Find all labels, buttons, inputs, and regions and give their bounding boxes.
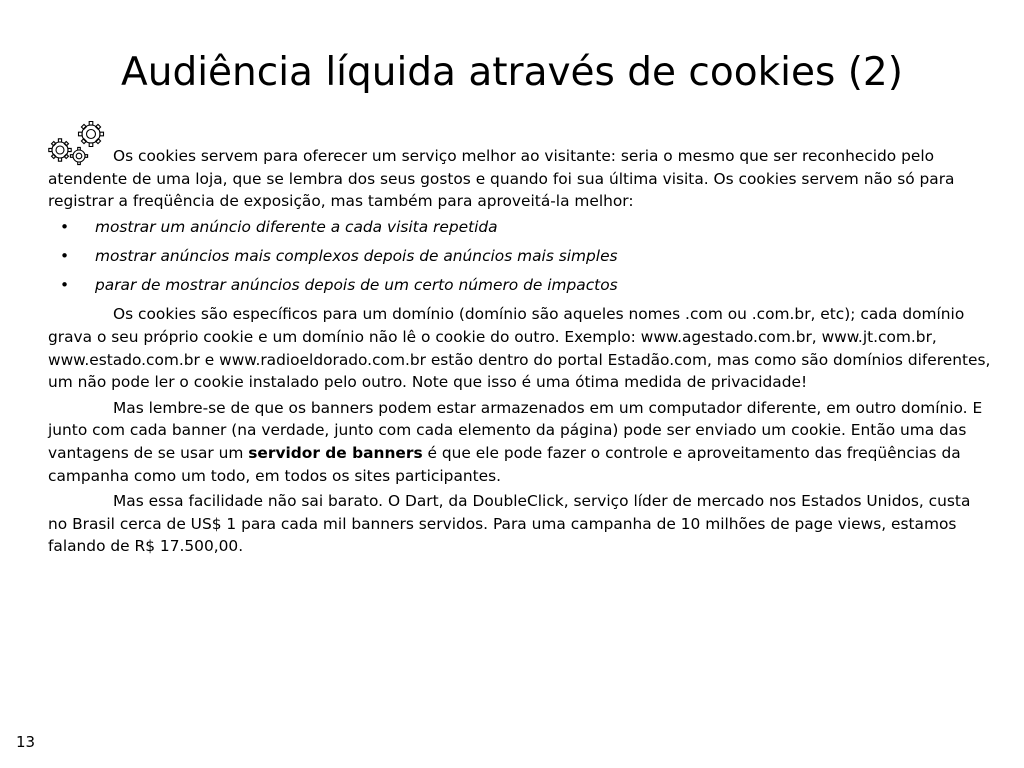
banners-paragraph: [48, 397, 992, 487]
cost-paragraph: Mas essa facilidade não sai barato. O Dart, da DoubleClick, serviço líder de mercado nos Estados Unidos, custa no Brasil cerca de US$ 1 para cada mil banners servidos. Para uma campanha de 10 milhões de page views, estamos falando de R$ 17.500,00.: [48, 492, 971, 556]
domains-paragraph: Os cookies são específicos para um domínio (domínio são aqueles nomes .com ou .com.br, etc); cada domínio grava o seu próprio cookie e um domínio não lê o cookie do outro. Exemplo: www.agestado.com.br, www.jt.com.br, www.estado.com.br e www.radioeldorado.com.br estão dentro do portal Estadão.com, mas como são domínios diferentes, um não pode ler o cookie instalado pelo outro. Note que isso é uma ótima medida de privacidade!: [48, 305, 991, 392]
slide-body: [48, 145, 992, 561]
list-item: [48, 216, 992, 239]
list-item: [48, 274, 992, 297]
intro-paragraph: Os cookies servem para oferecer um serviço melhor ao visitante: seria o mesmo que ser reconhecido pelo atendente de uma loja, que se lembra dos seus gostos e quando foi sua última visita. Os cookies servem não só para registrar a freqüência de exposição, mas também para aproveitá-la melhor:: [48, 147, 955, 211]
banner-server-term: servidor de banners: [248, 443, 423, 462]
banners-text-before: Mas lembre-se de que os banners podem estar armazenados em um computador diferente, em outro domínio. E junto com cada banner (na verdade, junto com cada elemento da página) pode ser enviado um cookie. Então uma das vantagens de se usar um: [48, 398, 983, 462]
banners-text-after: é que ele pode fazer o controle e aproveitamento das freqüências da campanha como um todo, em todos os sites participantes.: [48, 443, 961, 485]
list-item-text: mostrar anúncios mais complexos depois de anúncios mais simples: [95, 246, 618, 265]
list-item-text: parar de mostrar anúncios depois de um certo número de impactos: [95, 276, 618, 295]
slide-title: Audiência líquida através de cookies (2): [121, 50, 903, 95]
bullet-symbol: •: [60, 217, 70, 236]
bullet-symbol: •: [60, 246, 70, 265]
bullet-list: [48, 216, 992, 297]
bullet-symbol: •: [60, 276, 70, 295]
list-item-text: mostrar um anúncio diferente a cada visita repetida: [95, 217, 498, 236]
list-item: [48, 245, 992, 268]
page-number: 13: [16, 733, 36, 751]
